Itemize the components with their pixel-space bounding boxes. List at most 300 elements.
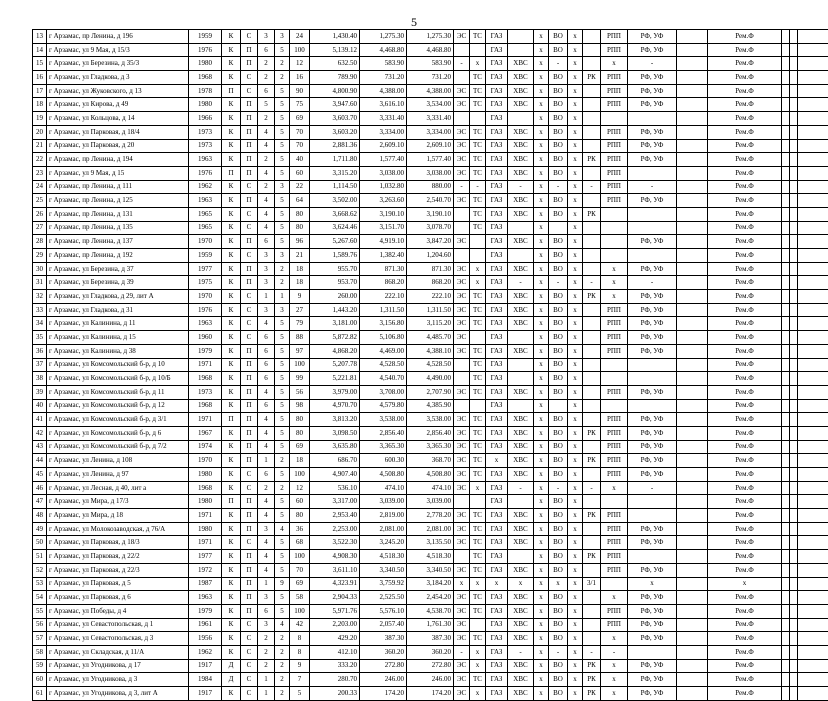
hot-water-cell: х bbox=[534, 249, 549, 263]
apartments-cell: 7 bbox=[290, 673, 310, 687]
spare-c-cell bbox=[790, 550, 798, 564]
funds-cell: РФ, УФ bbox=[628, 522, 677, 536]
floor-type-cell: П bbox=[241, 235, 258, 249]
residential-area-cell: 583.90 bbox=[407, 57, 454, 71]
bath-cell: х bbox=[568, 153, 583, 167]
spare-a-cell bbox=[677, 591, 708, 605]
power-supply-cell bbox=[454, 221, 470, 235]
hot-water-cell: х bbox=[534, 194, 549, 208]
living-area-cell: 4,468.80 bbox=[360, 43, 407, 57]
total-area-cell: 3,635.80 bbox=[310, 440, 360, 454]
gas-supply-cell: ГАЗ bbox=[486, 112, 508, 126]
spare-c-cell bbox=[790, 262, 798, 276]
row-number-cell: 20 bbox=[33, 125, 47, 139]
floor-type-cell: С bbox=[241, 673, 258, 687]
fund-type-cell: Рем.Ф bbox=[708, 249, 782, 263]
bath-cell: х bbox=[568, 591, 583, 605]
row-number-cell: 18 bbox=[33, 98, 47, 112]
power-supply-cell bbox=[454, 112, 470, 126]
spare-a-cell bbox=[677, 604, 708, 618]
utility-meter-cell: РПП bbox=[601, 317, 628, 331]
floor-type-cell: С bbox=[241, 71, 258, 85]
spare-c-cell bbox=[790, 536, 798, 550]
spare-a-cell bbox=[677, 153, 708, 167]
living-area-cell: 3,538.00 bbox=[360, 413, 407, 427]
address-cell: г Арзамас, ул Комсомольский б-р, д 7/2 bbox=[47, 440, 189, 454]
floors-cell: 5 bbox=[275, 194, 290, 208]
spare-a-cell bbox=[677, 632, 708, 646]
bath-cell: х bbox=[568, 687, 583, 701]
spare-c-cell bbox=[790, 166, 798, 180]
spare-d-cell bbox=[798, 30, 828, 44]
funds-cell: РФ, УФ bbox=[628, 194, 677, 208]
major-repair-cell bbox=[583, 30, 601, 44]
heat-supply-cell: х bbox=[470, 481, 486, 495]
utility-meter-cell: х bbox=[601, 290, 628, 304]
bath-cell: х bbox=[568, 358, 583, 372]
entrances-cell: 6 bbox=[258, 358, 275, 372]
spare-c-cell bbox=[790, 71, 798, 85]
bath-cell: х bbox=[568, 84, 583, 98]
major-repair-cell: РК bbox=[583, 290, 601, 304]
row-number-cell: 19 bbox=[33, 112, 47, 126]
build-year-cell: 1970 bbox=[189, 454, 222, 468]
floors-cell: 5 bbox=[275, 426, 290, 440]
floor-type-cell: П bbox=[241, 577, 258, 591]
spare-a-cell bbox=[677, 180, 708, 194]
spare-a-cell bbox=[677, 536, 708, 550]
spare-a-cell bbox=[677, 344, 708, 358]
floor-type-cell: П bbox=[241, 112, 258, 126]
power-supply-cell: ЭС bbox=[454, 98, 470, 112]
address-cell: г Арзамас, ул 9 Мая, д 15 bbox=[47, 166, 189, 180]
power-supply-cell bbox=[454, 495, 470, 509]
gas-supply-cell: ГАЗ bbox=[486, 235, 508, 249]
hot-water-cell: х bbox=[534, 276, 549, 290]
hot-water-cell: х bbox=[534, 84, 549, 98]
total-area-cell: 4,800.90 bbox=[310, 84, 360, 98]
bath-cell: х bbox=[568, 71, 583, 85]
table-row bbox=[33, 522, 828, 536]
build-year-cell: 1962 bbox=[189, 180, 222, 194]
drainage-cell: ВО bbox=[549, 166, 568, 180]
floors-cell: 5 bbox=[275, 468, 290, 482]
entrances-cell: 2 bbox=[258, 71, 275, 85]
spare-a-cell bbox=[677, 454, 708, 468]
spare-d-cell bbox=[798, 385, 828, 399]
floor-type-cell: П bbox=[241, 522, 258, 536]
table-row bbox=[33, 194, 828, 208]
bath-cell: х bbox=[568, 57, 583, 71]
heat-supply-cell: ТС bbox=[470, 413, 486, 427]
hot-water-cell: х bbox=[534, 509, 549, 523]
drainage-cell: ВО bbox=[549, 112, 568, 126]
total-area-cell: 3,522.30 bbox=[310, 536, 360, 550]
spare-a-cell bbox=[677, 290, 708, 304]
living-area-cell: 3,038.00 bbox=[360, 166, 407, 180]
major-repair-cell bbox=[583, 563, 601, 577]
spare-c-cell bbox=[790, 125, 798, 139]
heat-supply-cell: ТС bbox=[470, 139, 486, 153]
row-number-cell: 30 bbox=[33, 262, 47, 276]
floor-type-cell: П bbox=[241, 426, 258, 440]
wall-material-cell: К bbox=[222, 645, 241, 659]
spare-b-cell bbox=[782, 536, 790, 550]
utility-meter-cell: РПП bbox=[601, 180, 628, 194]
gas-supply-cell: ГАЗ bbox=[486, 180, 508, 194]
living-area-cell: 3,365.30 bbox=[360, 440, 407, 454]
spare-d-cell bbox=[798, 153, 828, 167]
power-supply-cell: ЭС bbox=[454, 290, 470, 304]
table-row bbox=[33, 645, 828, 659]
spare-c-cell bbox=[790, 317, 798, 331]
fund-type-cell: Рем.Ф bbox=[708, 125, 782, 139]
build-year-cell: 1976 bbox=[189, 43, 222, 57]
spare-d-cell bbox=[798, 591, 828, 605]
living-area-cell: 246.00 bbox=[360, 673, 407, 687]
spare-a-cell bbox=[677, 207, 708, 221]
spare-b-cell bbox=[782, 687, 790, 701]
table-row bbox=[33, 509, 828, 523]
utility-meter-cell: РПП bbox=[601, 440, 628, 454]
gas-supply-cell: ГАЗ bbox=[486, 84, 508, 98]
utility-meter-cell: х bbox=[601, 57, 628, 71]
living-area-cell: 2,609.10 bbox=[360, 139, 407, 153]
utility-meter-cell: РПП bbox=[601, 30, 628, 44]
spare-b-cell bbox=[782, 385, 790, 399]
drainage-cell: ВО bbox=[549, 235, 568, 249]
address-cell: г Арзамас, ул Парковая, д 18/4 bbox=[47, 125, 189, 139]
apartments-cell: 97 bbox=[290, 344, 310, 358]
heat-supply-cell: - bbox=[470, 180, 486, 194]
wall-material-cell: К bbox=[222, 221, 241, 235]
heat-supply-cell: ТС bbox=[470, 317, 486, 331]
gas-supply-cell: ГАЗ bbox=[486, 30, 508, 44]
spare-c-cell bbox=[790, 645, 798, 659]
utility-meter-cell: РПП bbox=[601, 604, 628, 618]
heat-supply-cell: ТС bbox=[470, 71, 486, 85]
gas-supply-cell: ГАЗ bbox=[486, 468, 508, 482]
utility-meter-cell: РПП bbox=[601, 385, 628, 399]
row-number-cell: 33 bbox=[33, 303, 47, 317]
floors-cell: 2 bbox=[275, 71, 290, 85]
major-repair-cell: - bbox=[583, 481, 601, 495]
fund-type-cell: Рем.Ф bbox=[708, 317, 782, 331]
utility-meter-cell: х bbox=[601, 481, 628, 495]
address-cell: г Арзамас, ул Комсомольский б-р, д 10 bbox=[47, 358, 189, 372]
major-repair-cell bbox=[583, 591, 601, 605]
power-supply-cell: ЭС bbox=[454, 604, 470, 618]
bath-cell: х bbox=[568, 604, 583, 618]
heat-supply-cell: ТС bbox=[470, 30, 486, 44]
build-year-cell: 1970 bbox=[189, 290, 222, 304]
residential-area-cell: 2,707.90 bbox=[407, 385, 454, 399]
spare-c-cell bbox=[790, 276, 798, 290]
build-year-cell: 1968 bbox=[189, 481, 222, 495]
heat-supply-cell: ТС bbox=[470, 591, 486, 605]
bath-cell: х bbox=[568, 262, 583, 276]
row-number-cell: 32 bbox=[33, 290, 47, 304]
build-year-cell: 1963 bbox=[189, 317, 222, 331]
floors-cell: 5 bbox=[275, 440, 290, 454]
major-repair-cell bbox=[583, 57, 601, 71]
total-area-cell: 429.20 bbox=[310, 632, 360, 646]
funds-cell bbox=[628, 495, 677, 509]
gas-supply-cell: ГАЗ bbox=[486, 426, 508, 440]
gas-supply-cell: ГАЗ bbox=[486, 522, 508, 536]
floor-type-cell: П bbox=[241, 372, 258, 386]
total-area-cell: 4,970.70 bbox=[310, 399, 360, 413]
wall-material-cell: К bbox=[222, 331, 241, 345]
wall-material-cell: К bbox=[222, 194, 241, 208]
table-row bbox=[33, 468, 828, 482]
funds-cell: РФ, УФ bbox=[628, 43, 677, 57]
hot-water-cell: х bbox=[534, 262, 549, 276]
heat-supply-cell: ТС bbox=[470, 358, 486, 372]
apartments-cell: 18 bbox=[290, 262, 310, 276]
major-repair-cell bbox=[583, 331, 601, 345]
spare-c-cell bbox=[790, 194, 798, 208]
funds-cell: РФ, УФ bbox=[628, 687, 677, 701]
utility-meter-cell: РПП bbox=[601, 331, 628, 345]
floor-type-cell: П bbox=[241, 276, 258, 290]
bath-cell: х bbox=[568, 30, 583, 44]
living-area-cell: 222.10 bbox=[360, 290, 407, 304]
hot-water-cell: х bbox=[534, 618, 549, 632]
wall-material-cell: К bbox=[222, 522, 241, 536]
apartments-cell: 56 bbox=[290, 385, 310, 399]
table-row bbox=[33, 249, 828, 263]
hot-water-cell: х bbox=[534, 591, 549, 605]
spare-a-cell bbox=[677, 687, 708, 701]
table-row bbox=[33, 481, 828, 495]
hot-water-cell: х bbox=[534, 673, 549, 687]
fund-type-cell: Рем.Ф bbox=[708, 536, 782, 550]
row-number-cell: 49 bbox=[33, 522, 47, 536]
floor-type-cell: С bbox=[241, 687, 258, 701]
drainage-cell: ВО bbox=[549, 413, 568, 427]
build-year-cell: 1974 bbox=[189, 440, 222, 454]
utility-meter-cell bbox=[601, 249, 628, 263]
fund-type-cell: Рем.Ф bbox=[708, 495, 782, 509]
cold-water-cell: ХВС bbox=[508, 509, 534, 523]
drainage-cell: ВО bbox=[549, 43, 568, 57]
gas-supply-cell: ГАЗ bbox=[486, 303, 508, 317]
bath-cell: х bbox=[568, 536, 583, 550]
spare-d-cell bbox=[798, 399, 828, 413]
spare-d-cell bbox=[798, 125, 828, 139]
power-supply-cell: ЭС bbox=[454, 426, 470, 440]
bath-cell: х bbox=[568, 43, 583, 57]
spare-a-cell bbox=[677, 125, 708, 139]
build-year-cell: 1971 bbox=[189, 413, 222, 427]
build-year-cell: 1984 bbox=[189, 673, 222, 687]
fund-type-cell: Рем.Ф bbox=[708, 194, 782, 208]
wall-material-cell: К bbox=[222, 577, 241, 591]
spare-b-cell bbox=[782, 166, 790, 180]
spare-a-cell bbox=[677, 303, 708, 317]
hot-water-cell: х bbox=[534, 481, 549, 495]
residential-area-cell: 1,761.30 bbox=[407, 618, 454, 632]
fund-type-cell: Рем.Ф bbox=[708, 71, 782, 85]
funds-cell bbox=[628, 645, 677, 659]
spare-a-cell bbox=[677, 550, 708, 564]
living-area-cell: 731.20 bbox=[360, 71, 407, 85]
hot-water-cell: х bbox=[534, 303, 549, 317]
floors-cell: 2 bbox=[275, 687, 290, 701]
major-repair-cell: РК bbox=[583, 673, 601, 687]
table-row bbox=[33, 180, 828, 194]
total-area-cell: 3,317.00 bbox=[310, 495, 360, 509]
spare-c-cell bbox=[790, 84, 798, 98]
heat-supply-cell: ТС bbox=[470, 194, 486, 208]
fund-type-cell: Рем.Ф bbox=[708, 550, 782, 564]
funds-cell: РФ, УФ bbox=[628, 426, 677, 440]
spare-d-cell bbox=[798, 317, 828, 331]
bath-cell: х bbox=[568, 618, 583, 632]
residential-area-cell: 3,538.00 bbox=[407, 413, 454, 427]
heat-supply-cell: ТС bbox=[470, 509, 486, 523]
power-supply-cell: - bbox=[454, 645, 470, 659]
residential-area-cell: 3,038.00 bbox=[407, 166, 454, 180]
major-repair-cell bbox=[583, 262, 601, 276]
utility-meter-cell bbox=[601, 358, 628, 372]
spare-d-cell bbox=[798, 262, 828, 276]
major-repair-cell bbox=[583, 84, 601, 98]
living-area-cell: 4,469.00 bbox=[360, 344, 407, 358]
table-row bbox=[33, 632, 828, 646]
hot-water-cell: х bbox=[534, 112, 549, 126]
build-year-cell: 1976 bbox=[189, 303, 222, 317]
drainage-cell: - bbox=[549, 180, 568, 194]
apartments-cell: 96 bbox=[290, 235, 310, 249]
living-area-cell: 4,540.70 bbox=[360, 372, 407, 386]
utility-meter-cell bbox=[601, 399, 628, 413]
drainage-cell: ВО bbox=[549, 468, 568, 482]
apartments-cell: 90 bbox=[290, 84, 310, 98]
major-repair-cell: РК bbox=[583, 153, 601, 167]
address-cell: г Арзамас, пр Ленина, д 137 bbox=[47, 235, 189, 249]
build-year-cell: 1976 bbox=[189, 166, 222, 180]
bath-cell: х bbox=[568, 221, 583, 235]
living-area-cell: 1,382.40 bbox=[360, 249, 407, 263]
drainage-cell: ВО bbox=[549, 454, 568, 468]
spare-b-cell bbox=[782, 235, 790, 249]
spare-d-cell bbox=[798, 673, 828, 687]
living-area-cell: 3,340.50 bbox=[360, 563, 407, 577]
power-supply-cell: ЭС bbox=[454, 262, 470, 276]
floors-cell: 5 bbox=[275, 413, 290, 427]
fund-type-cell: Рем.Ф bbox=[708, 331, 782, 345]
hot-water-cell: х bbox=[534, 468, 549, 482]
apartments-cell: 12 bbox=[290, 481, 310, 495]
power-supply-cell: х bbox=[454, 577, 470, 591]
funds-cell: РФ, УФ bbox=[628, 30, 677, 44]
spare-c-cell bbox=[790, 372, 798, 386]
total-area-cell: 5,207.78 bbox=[310, 358, 360, 372]
bath-cell: х bbox=[568, 632, 583, 646]
major-repair-cell bbox=[583, 43, 601, 57]
apartments-cell: 21 bbox=[290, 249, 310, 263]
heat-supply-cell: х bbox=[470, 659, 486, 673]
residential-area-cell: 4,538.70 bbox=[407, 604, 454, 618]
living-area-cell: 3,263.60 bbox=[360, 194, 407, 208]
funds-cell bbox=[628, 249, 677, 263]
apartments-cell: 69 bbox=[290, 577, 310, 591]
utility-meter-cell: РПП bbox=[601, 194, 628, 208]
heat-supply-cell: ТС bbox=[470, 290, 486, 304]
drainage-cell: ВО bbox=[549, 604, 568, 618]
residential-area-cell: 360.20 bbox=[407, 645, 454, 659]
living-area-cell: 868.20 bbox=[360, 276, 407, 290]
heat-supply-cell: ТС bbox=[470, 344, 486, 358]
entrances-cell: 2 bbox=[258, 153, 275, 167]
major-repair-cell bbox=[583, 235, 601, 249]
apartments-cell: 58 bbox=[290, 591, 310, 605]
spare-b-cell bbox=[782, 98, 790, 112]
hot-water-cell: х bbox=[534, 331, 549, 345]
total-area-cell: 686.70 bbox=[310, 454, 360, 468]
heat-supply-cell: ТС bbox=[470, 221, 486, 235]
living-area-cell: 3,708.00 bbox=[360, 385, 407, 399]
floors-cell: 3 bbox=[275, 30, 290, 44]
residential-area-cell: 880.00 bbox=[407, 180, 454, 194]
spare-a-cell bbox=[677, 43, 708, 57]
drainage-cell: ВО bbox=[549, 632, 568, 646]
residential-area-cell: 246.00 bbox=[407, 673, 454, 687]
wall-material-cell: К bbox=[222, 687, 241, 701]
fund-type-cell: Рем.Ф bbox=[708, 207, 782, 221]
bath-cell: х bbox=[568, 180, 583, 194]
spare-a-cell bbox=[677, 71, 708, 85]
total-area-cell: 5,139.12 bbox=[310, 43, 360, 57]
bath-cell: х bbox=[568, 659, 583, 673]
wall-material-cell: К bbox=[222, 440, 241, 454]
table-row bbox=[33, 125, 828, 139]
entrances-cell: 3 bbox=[258, 591, 275, 605]
spare-b-cell bbox=[782, 194, 790, 208]
power-supply-cell: ЭС bbox=[454, 522, 470, 536]
address-cell: г Арзамас, ул Ленина, д 108 bbox=[47, 454, 189, 468]
address-cell: г Арзамас, ул Кольцова, д 14 bbox=[47, 112, 189, 126]
build-year-cell: 1973 bbox=[189, 139, 222, 153]
entrances-cell: 6 bbox=[258, 331, 275, 345]
heat-supply-cell: х bbox=[470, 645, 486, 659]
floor-type-cell: П bbox=[241, 125, 258, 139]
utility-meter-cell: РПП bbox=[601, 454, 628, 468]
drainage-cell: ВО bbox=[549, 372, 568, 386]
fund-type-cell: Рем.Ф bbox=[708, 687, 782, 701]
floors-cell: 1 bbox=[275, 290, 290, 304]
wall-material-cell: К bbox=[222, 468, 241, 482]
spare-b-cell bbox=[782, 577, 790, 591]
utility-meter-cell: РПП bbox=[601, 125, 628, 139]
cold-water-cell: ХВС bbox=[508, 207, 534, 221]
row-number-cell: 15 bbox=[33, 57, 47, 71]
floors-cell: 5 bbox=[275, 344, 290, 358]
wall-material-cell: К bbox=[222, 604, 241, 618]
apartments-cell: 80 bbox=[290, 509, 310, 523]
funds-cell: РФ, УФ bbox=[628, 125, 677, 139]
spare-a-cell bbox=[677, 112, 708, 126]
fund-type-cell: Рем.Ф bbox=[708, 221, 782, 235]
fund-type-cell: Рем.Ф bbox=[708, 454, 782, 468]
fund-type-cell: х bbox=[708, 577, 782, 591]
spare-d-cell bbox=[798, 536, 828, 550]
funds-cell: РФ, УФ bbox=[628, 413, 677, 427]
cold-water-cell: ХВС bbox=[508, 440, 534, 454]
heat-supply-cell bbox=[470, 618, 486, 632]
